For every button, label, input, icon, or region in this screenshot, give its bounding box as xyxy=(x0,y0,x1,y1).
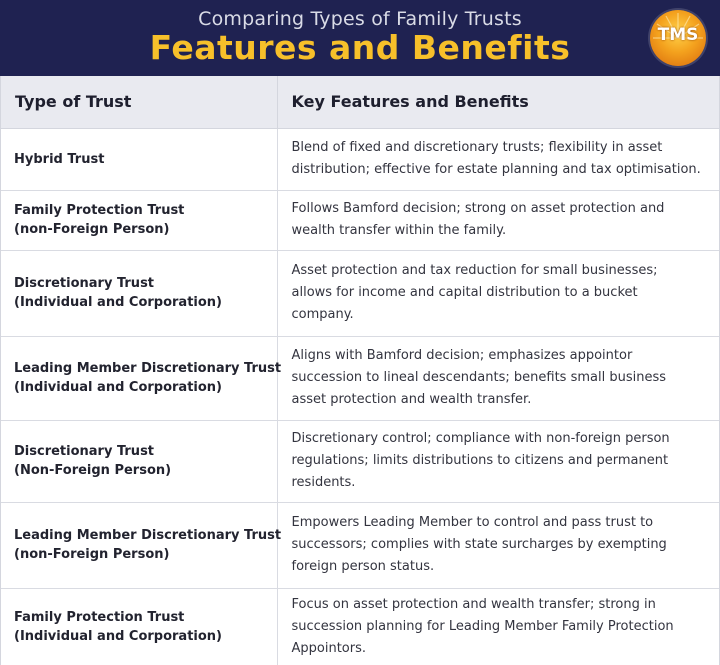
table-row xyxy=(1,250,719,336)
page-subtitle: Comparing Types of Family Trusts xyxy=(198,8,522,30)
trust-type-line: (Non-Foreign Person) xyxy=(14,463,172,478)
trust-type-cell xyxy=(1,336,282,420)
features-cell xyxy=(277,588,719,665)
features-cell xyxy=(277,190,719,250)
features-line: regulations; limits distributions to citizens and permanent xyxy=(291,453,669,468)
trust-type-line: (Individual and Corporation) xyxy=(14,295,222,310)
features-line: company. xyxy=(291,307,354,322)
features-line: allows for income and capital distribution to a bucket xyxy=(291,285,638,300)
trust-type-line: Family Protection Trust xyxy=(14,203,185,218)
trust-type-line: Leading Member Discretionary Trust xyxy=(14,361,282,376)
trust-type-cell xyxy=(1,502,282,588)
trust-type-cell xyxy=(1,588,277,665)
trust-type-line: (Individual and Corporation) xyxy=(14,380,222,395)
features-line: asset protection and wealth transfer. xyxy=(291,392,532,407)
table-header-row xyxy=(1,76,719,128)
features-line: distribution; effective for estate planning and tax optimisation. xyxy=(291,162,701,177)
trust-type-line: Hybrid Trust xyxy=(14,151,105,167)
logo-text: TMS xyxy=(657,25,699,45)
trust-comparison-table xyxy=(0,76,720,665)
features-line: Blend of fixed and discretionary trusts; flexibility in asset xyxy=(291,140,663,155)
trust-type-line: Discretionary Trust xyxy=(14,276,155,291)
table-row xyxy=(1,128,719,190)
trust-type-cell xyxy=(1,128,277,190)
trust-type-line: (Individual and Corporation) xyxy=(14,629,222,644)
features-line: successors; complies with state surcharges by exempting xyxy=(291,537,667,552)
trust-type-line: (non-Foreign Person) xyxy=(14,547,170,562)
features-line: Focus on asset protection and wealth transfer; strong in xyxy=(291,597,656,612)
features-line: Discretionary control; compliance with non-foreign person xyxy=(291,431,670,446)
features-cell xyxy=(277,420,719,502)
table-row xyxy=(1,420,719,502)
trust-type-line: Family Protection Trust xyxy=(14,610,185,625)
trust-type-line: (non-Foreign Person) xyxy=(14,222,170,237)
table-row xyxy=(1,190,719,250)
features-line: Asset protection and tax reduction for small businesses; xyxy=(291,263,658,278)
trust-type-line: Leading Member Discretionary Trust xyxy=(14,528,282,543)
trust-type-cell xyxy=(1,420,277,502)
trust-type-line: Discretionary Trust xyxy=(14,444,155,459)
table-row xyxy=(1,502,719,588)
trust-type-cell xyxy=(1,190,277,250)
features-cell xyxy=(277,502,719,588)
features-cell xyxy=(277,250,719,336)
page-title: Features and Benefits xyxy=(149,28,571,67)
features-cell xyxy=(277,128,719,190)
features-line: Empowers Leading Member to control and pass trust to xyxy=(291,515,654,530)
features-line: residents. xyxy=(291,475,356,490)
tms-logo xyxy=(650,10,706,66)
features-line: Aligns with Bamford decision; emphasizes appointor xyxy=(291,348,633,363)
features-line: Follows Bamford decision; strong on asset protection and xyxy=(291,201,665,216)
features-line: Appointors. xyxy=(291,641,367,656)
header-banner xyxy=(0,0,720,76)
table-row xyxy=(1,588,719,665)
column-header-features: Key Features and Benefits xyxy=(277,76,719,128)
features-line: succession to lineal descendants; benefits small business xyxy=(291,370,666,385)
features-line: foreign person status. xyxy=(291,559,435,574)
table-row xyxy=(1,336,719,420)
features-cell xyxy=(277,336,719,420)
trust-type-cell xyxy=(1,250,277,336)
features-line: succession planning for Leading Member Family Protection xyxy=(291,619,674,634)
column-header-type: Type of Trust xyxy=(1,76,277,128)
features-line: wealth transfer within the family. xyxy=(291,223,507,238)
